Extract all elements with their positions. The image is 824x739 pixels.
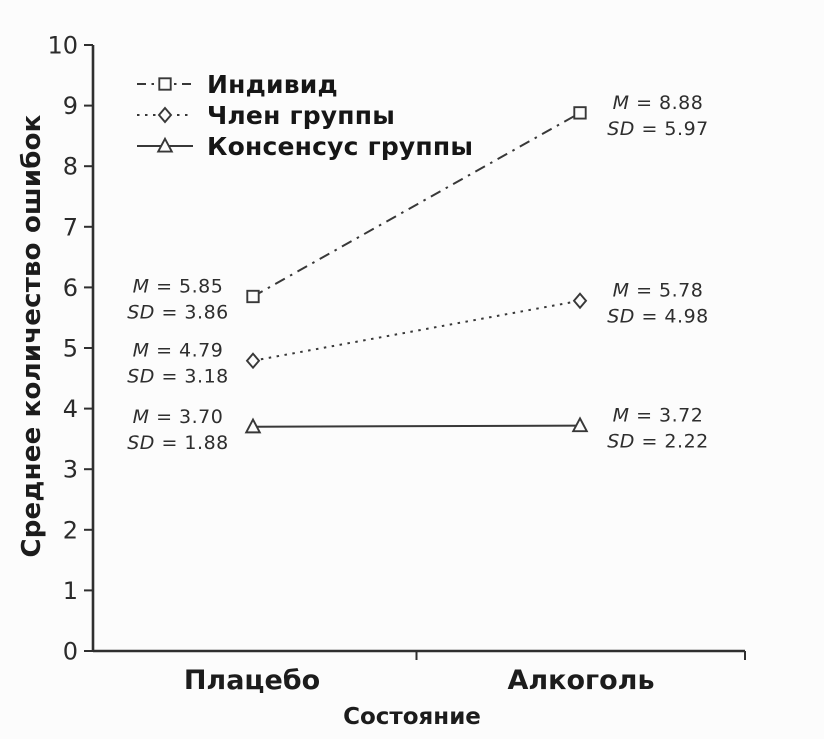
series-group-member-marker (574, 294, 586, 308)
legend (136, 71, 473, 159)
y-tick-label: 2 (62, 516, 78, 545)
y-tick-label: 3 (62, 455, 78, 484)
series-individual-mean-annotation: M = 8.88 (612, 91, 704, 114)
legend-sample-square-dashdot-line (136, 72, 194, 96)
y-tick-label: 4 (62, 395, 78, 424)
series-individual-marker (574, 107, 585, 118)
series-group-consensus-sd-annotation: SD = 2.22 (607, 430, 709, 453)
series-group-consensus-sd-annotation: SD = 1.88 (127, 431, 229, 454)
legend-item-group-member (136, 102, 473, 128)
legend-label: Индивид (207, 69, 338, 99)
legend-label: Консенсус группы (207, 131, 474, 161)
series-individual-sd-annotation: SD = 3.86 (127, 301, 229, 324)
y-tick-label: 9 (62, 92, 78, 121)
series-group-member-marker (247, 354, 259, 368)
series-group-member-line (253, 301, 580, 361)
y-tick-label: 8 (62, 152, 78, 181)
y-axis-title: Среднее количество ошибок (17, 114, 47, 558)
x-axis-title: Состояние (343, 704, 481, 730)
y-tick-label: 7 (62, 213, 78, 242)
x-tick-label-placebo: Плацебо (183, 665, 321, 696)
legend-sample-diamond-dotted-line (136, 103, 194, 127)
legend-item-group-consensus (136, 133, 473, 159)
series-group-member-sd-annotation: SD = 4.98 (607, 305, 709, 328)
legend-label: Член группы (207, 100, 396, 130)
series-group-consensus-mean-annotation: M = 3.72 (612, 404, 704, 427)
legend-item-individual (136, 71, 473, 97)
series-individual-marker (247, 291, 258, 302)
legend-diamond-icon (159, 108, 171, 122)
x-tick-label-alcohol: Алкоголь (507, 665, 655, 696)
series-group-consensus-line (253, 426, 580, 427)
series-group-member-mean-annotation: M = 4.79 (132, 339, 224, 362)
series-group-consensus-mean-annotation: M = 3.70 (132, 405, 224, 428)
series-group-member-mean-annotation: M = 5.78 (612, 279, 704, 302)
y-tick-label: 1 (62, 576, 78, 605)
y-tick-label: 6 (62, 273, 78, 302)
series-individual-mean-annotation: M = 5.85 (132, 275, 224, 298)
y-tick-label: 5 (62, 334, 78, 363)
y-tick-label: 0 (62, 637, 78, 666)
series-individual-sd-annotation: SD = 5.97 (607, 117, 709, 140)
legend-sample-triangle-solid-line (136, 134, 194, 158)
legend-square-icon (159, 78, 170, 89)
y-tick-label: 10 (47, 31, 78, 60)
series-group-member-sd-annotation: SD = 3.18 (127, 365, 229, 388)
